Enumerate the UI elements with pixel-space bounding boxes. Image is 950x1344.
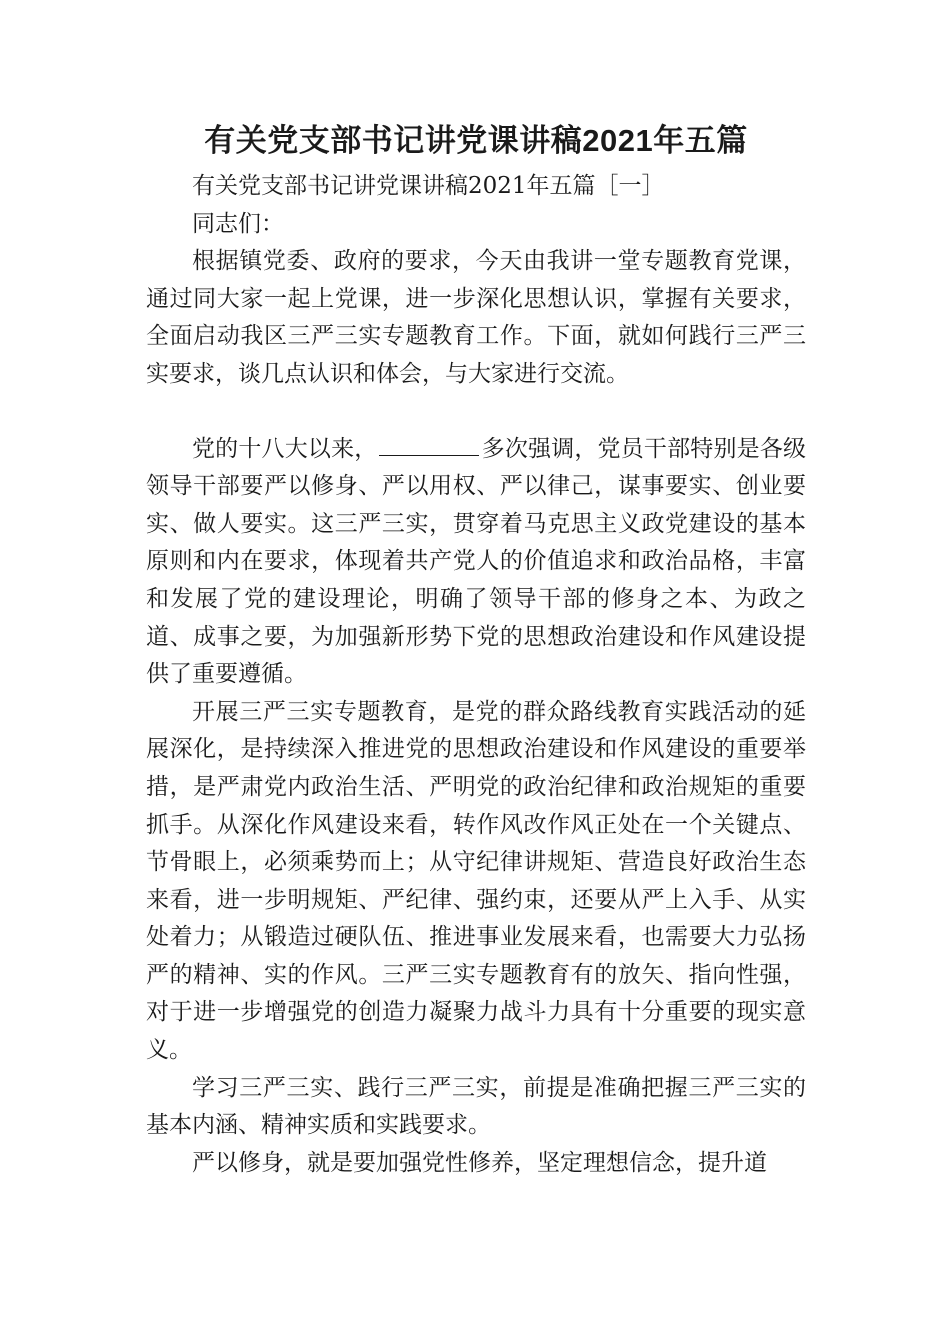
paragraph-4: 学习三严三实、践行三严三实，前提是准确把握三严三实的基本内涵、精神实质和实践要求。 [146,1074,806,1139]
paragraph-2-start: 党的十八大以来， [192,435,378,462]
paragraph-2 [146,431,806,694]
paragraph-1: 根据镇党委、政府的要求，今天由我讲一堂专题教育党课，通过同大家一起上党课，进一步深化思想认识，掌握有关要求，全面启动我区三严三实专题教育工作。下面，就如何践行三严三实要求，谈几点认识和体会，与大家进行交流。 [146,248,806,387]
document-title: 有关党支部书记讲党课讲稿2021年五篇 [204,123,748,158]
subtitle: 有关党支部书记讲党课讲稿2021年五篇［一］ [192,173,665,199]
blank-underline [379,431,479,456]
paragraph-5: 严以修身，就是要加强党性修养，坚定理想信念，提升道 [192,1149,767,1176]
paragraph-3: 开展三严三实专题教育，是党的群众路线教育实践活动的延展深化，是持续深入推进党的思想政治建设和作风建设的重要举措，是严肃党内政治生活、严明党的政治纪律和政治规矩的重要抓手。从深化作风建设来看，转作风改作风正处在一个关键点、节骨眼上，必须乘势而上；从守纪律讲规矩、营造良好政治生态来看，进一步明规矩、严纪律、强约束，还要从严上入手、从实处着力；从锻造过硬队伍、推进事业发展来看，也需要大力弘扬严的精神、实的作风。三严三实专题教育有的放矢、指向性强，对于进一步增强党的创造力凝聚力战斗力具有十分重要的现实意义。 [146,698,806,1064]
document-body [146,168,806,1182]
salutation: 同志们： [192,210,284,237]
document-page [146,118,806,1182]
paragraph-2-rest: 多次强调，党员干部特别是各级领导干部要严以修身、严以用权、严以律己，谋事要实、创业要实、做人要实。这三严三实，贯穿着马克思主义政党建设的基本原则和内在要求，体现着共产党人的价值追求和政治品格，丰富和发展了党的建设理论，明确了领导干部的修身之本、为政之道、成事之要，为加强新形势下党的思想政治建设和作风建设提供了重要遵循。 [146,435,807,688]
